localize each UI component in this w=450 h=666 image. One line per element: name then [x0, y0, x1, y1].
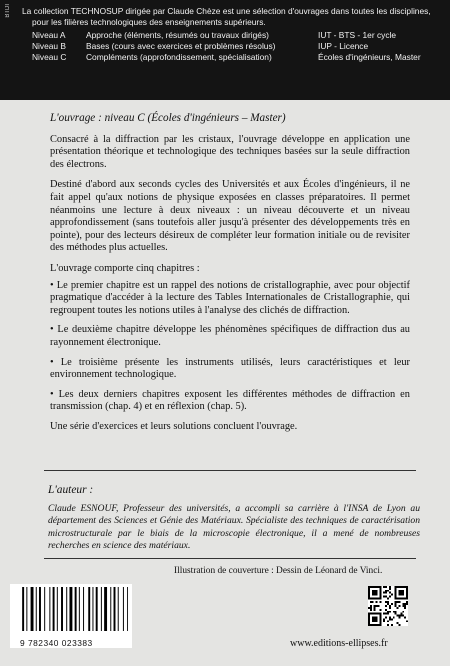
ouvrage-paragraph-1: Consacré à la diffraction par les cristaux, l'ouvrage développe en application une présentation théorique et technologique des techniques basées sur la seule diffraction des électrons.: [50, 133, 410, 170]
auteur-bio: Claude ESNOUF, Professeur des universités, a accompli sa carrière à l'INSA de Lyon au département des Sciences et Génie des Matériaux. Spécialiste des techniques de caractérisation microstructurale par le biais de la microscopie électronique, il a mené de nombreuses recherches en science des matériaux.: [48, 503, 420, 552]
level-desc: Bases (cours avec exercices et problèmes résolus): [86, 41, 276, 51]
collection-intro: [22, 6, 447, 28]
level-row: [32, 52, 432, 63]
level-name: Niveau A: [32, 30, 66, 40]
level-cycle: IUT - BTS - 1er cycle: [318, 30, 397, 40]
level-cycle: IUP - Licence: [318, 41, 369, 51]
ouvrage-paragraph-3: L'ouvrage comporte cinq chapitres :: [50, 262, 200, 274]
section-divider: [44, 470, 416, 471]
level-row: [32, 30, 432, 41]
barcode-bars: [20, 587, 128, 631]
chapter-bullet: • Le troisième présente les instruments utilisés, leurs caractéristiques et leur environnement technologique.: [50, 356, 410, 381]
ouvrage-paragraph-4: Une série d'exercices et leurs solutions concluent l'ouvrage.: [50, 420, 298, 432]
intro-line-1: La collection TECHNOSUP dirigée par Claude Chèze est une sélection d'ouvrages dans toutes les disciplines,: [22, 6, 431, 16]
ouvrage-title: L'ouvrage : niveau C (Écoles d'ingénieurs – Master): [50, 112, 286, 124]
isbn-digits: 9 782340 023383: [20, 638, 93, 648]
ouvrage-section: [50, 112, 410, 441]
collection-header: [0, 0, 450, 100]
level-cycle: Écoles d'ingénieurs, Master: [318, 52, 421, 62]
levels-table: [32, 30, 432, 63]
level-desc: Compléments (approfondissement, spécialisation): [86, 52, 272, 62]
level-name: Niveau C: [32, 52, 67, 62]
cover-illustration-credit: Illustration de couverture : Dessin de Léonard de Vinci.: [174, 566, 383, 576]
edge-tag: BTDI: [5, 4, 11, 18]
ouvrage-paragraph-2: Destiné d'abord aux seconds cycles des Universités et aux Écoles d'ingénieurs, il ne fait appel qu'aux notions de physique exposées en classes préparatoires. Il permet néanmoins une lecture à deux niveaux : un niveau découverte et un niveau approfondissement (sans toutefois aller jusqu'à présenter des développements très en pointe), pour des lecteurs désireux de compléter leur formation initiale ou de revisiter des méthodes plus actuelles.: [50, 179, 410, 254]
auteur-title: L'auteur :: [48, 484, 94, 496]
chapter-bullet: • Les deux derniers chapitres exposent les différentes méthodes de diffraction en transmission (chap. 4) et en réflexion (chap. 5).: [50, 388, 410, 413]
level-desc: Approche (éléments, résumés ou travaux dirigés): [86, 30, 269, 40]
chapter-bullet: • Le deuxième chapitre développe les phénomènes spécifiques de diffraction dus au rayonnement électronique.: [50, 324, 410, 348]
level-row: [32, 41, 432, 52]
level-name: Niveau B: [32, 41, 66, 51]
isbn-barcode: [10, 584, 132, 648]
chapter-bullet: • Le premier chapitre est un rappel des notions de cristallographie, avec pour objectif pragmatique d'accéder à la lecture des Tables Internationales de Cristallographie, qui regroupent toutes les notions utiles à l'analyse des clichés de diffraction.: [50, 279, 410, 316]
footer-divider: [44, 558, 416, 559]
intro-line-2: pour les filières technologiques des enseignements supérieurs.: [32, 17, 266, 27]
qr-code: [368, 586, 408, 626]
publisher-website: www.editions-ellipses.fr: [290, 638, 388, 649]
